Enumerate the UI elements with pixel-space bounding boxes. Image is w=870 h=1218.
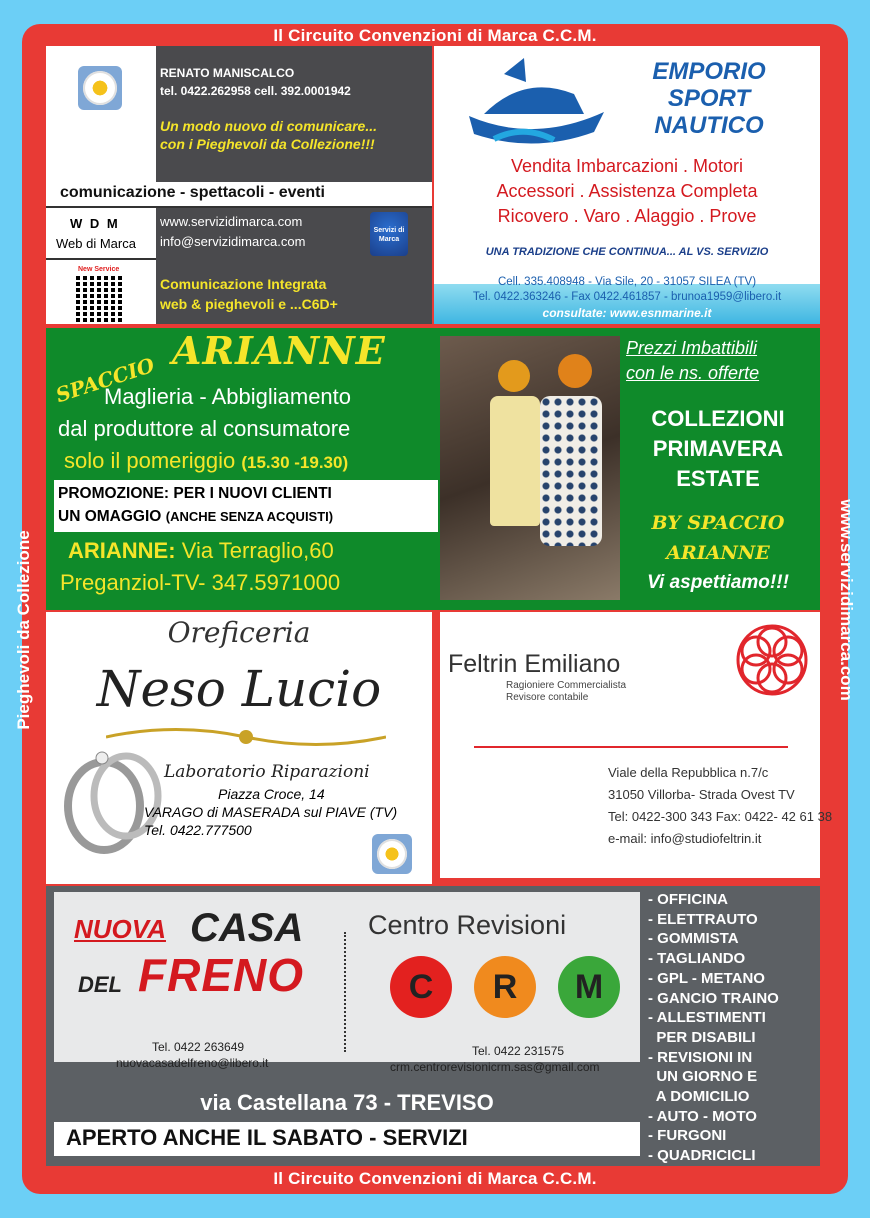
- feltrin-role1: Ragioniere Commercialista: [506, 680, 627, 691]
- service-item: - GOMMISTA: [648, 930, 739, 948]
- feltrin-card: [440, 612, 833, 878]
- divider: [46, 206, 432, 208]
- service-item: - REVISIONI IN: [648, 1048, 753, 1066]
- feltrin-name: Feltrin Emiliano: [448, 650, 621, 678]
- crm-m-bubble: M: [558, 956, 620, 1018]
- mannequin-photo: [440, 336, 620, 600]
- service-item: - ALLESTIMENTI: [648, 1009, 766, 1027]
- oref-title: Oreficeria: [167, 616, 311, 649]
- qr-code-icon[interactable]: [76, 276, 122, 322]
- crm-r-bubble: R: [474, 956, 536, 1018]
- service-item: - AUTO - MOTO: [648, 1107, 757, 1125]
- spaccio-address: ARIANNE: Via Terraglio,60: [68, 538, 334, 563]
- ccm-slogan2: con i Pieghevoli da Collezione!!!: [160, 136, 375, 152]
- service-item: - FURGONI: [648, 1127, 727, 1145]
- prezzi-text: Prezzi Imbattibili con le ns. offerte: [626, 338, 760, 383]
- garage-tel1: Tel. 0422 263649: [152, 1040, 245, 1054]
- red-divider: [474, 746, 788, 748]
- service-item: UN GIORNO E: [648, 1068, 758, 1086]
- ship-icon: [464, 54, 614, 154]
- new-service-label: New Service: [78, 266, 120, 273]
- service-item: - GPL - METANO: [648, 969, 765, 987]
- rosette-logo-icon: [732, 620, 812, 700]
- aperto-band: APERTO ANCHE IL SABATO - SERVIZI: [54, 1122, 640, 1156]
- ccm-phone: tel. 0422.262958 cell. 392.0001942: [160, 84, 351, 98]
- arianne-title: ARIANNE: [172, 328, 386, 373]
- ccm-tagline: comunicazione - spettacoli - eventi: [60, 184, 325, 201]
- centro-revisioni-title: Centro Revisioni: [368, 910, 567, 940]
- service-item: - GANCIO TRAINO: [648, 989, 779, 1007]
- service-item: PER DISABILI: [648, 1028, 756, 1046]
- ccm-dark-panel-2: [156, 208, 432, 324]
- spaccio-hours: solo il pomeriggio (15.30 -19.30): [64, 448, 349, 473]
- service-item: - OFFICINA: [648, 891, 728, 908]
- spaccio-line2: dal produttore al consumatore: [58, 416, 351, 441]
- spaccio-city: Preganziol-TV- 347.5971000: [60, 570, 341, 595]
- garage-inner-card: [54, 892, 640, 1074]
- esn-tradizione: UNA TRADIZIONE CHE CONTINUA... AL VS. SERVIZIO: [485, 246, 769, 258]
- garage-email2[interactable]: crm.centrorevisionicrm.sas@gmail.com: [390, 1060, 600, 1074]
- divider: [46, 258, 156, 260]
- ccm-card: [46, 46, 432, 324]
- web-di-marca-label: Web di Marca: [56, 236, 136, 251]
- aspettiamo-text: Vi aspettiamo!!!: [647, 572, 789, 593]
- garage-address: via Castellana 73 - TREVISO: [200, 1090, 494, 1115]
- ccm-site[interactable]: www.servizidimarca.com: [160, 214, 303, 229]
- ccm-slogan1: Un modo nuovo di comunicare...: [160, 118, 378, 134]
- garage-tel2: Tel. 0422 231575: [472, 1044, 565, 1058]
- esn-title: EMPORIO SPORT NAUTICO: [652, 58, 766, 139]
- rings-icon: [54, 736, 174, 856]
- esn-services: Vendita Imbarcazioni . Motori Accessori . Assistenza Completa Ricovero . Varo . Alaggio . Prove: [496, 156, 758, 226]
- ccm-name: RENATO MANISCALCO: [160, 66, 295, 80]
- ccm-integrata2: web & pieghevoli e ...C6D+: [160, 296, 338, 312]
- ccm-integrata1: Comunicazione Integrata: [160, 276, 327, 292]
- oreficeria-card: [46, 612, 432, 884]
- feltrin-role2: Revisore contabile: [506, 692, 589, 703]
- casa-word: CASA: [190, 906, 304, 950]
- garage-card: [46, 886, 820, 1166]
- servizi-badge: Servizi di Marca: [370, 212, 408, 256]
- oref-addr1: Piazza Croce, 14: [218, 786, 325, 802]
- esn-site-link[interactable]: consultate: www.esnmarine.it: [542, 306, 712, 320]
- service-item: - QUADRICICLI: [648, 1147, 756, 1165]
- wdm-label: W D M: [70, 216, 120, 231]
- collezioni-text: COLLEZIONI PRIMAVERA ESTATE: [651, 406, 785, 491]
- del-word: DEL: [78, 972, 122, 997]
- spaccio-word: SPACCIO: [52, 352, 158, 408]
- esn-contacts: Cell. 335.408948 - Via Sile, 20 - 31057 SILEA (TV) Tel. 0422.363246 - Fax 0422.461857 - brunoa1959@libero.it: [472, 276, 782, 303]
- services-list: [644, 886, 820, 1166]
- freno-word: FRENO: [138, 949, 304, 1001]
- service-item: - TAGLIANDO: [648, 950, 746, 968]
- service-item: A DOMICILIO: [648, 1088, 750, 1106]
- oref-addr2: VARAGO di MASERADA sul PIAVE (TV): [144, 804, 398, 820]
- daisy-logo: [372, 834, 412, 874]
- spaccio-line1: Maglieria - Abbigliamento: [104, 384, 352, 409]
- ccm-dark-panel: [156, 46, 432, 182]
- service-item: - ELETTRAUTO: [648, 910, 758, 928]
- promo-box: PROMOZIONE: PER I NUOVI CLIENTI UN OMAGGIO (ANCHE SENZA ACQUISTI): [54, 480, 438, 532]
- garage-email1[interactable]: nuovacasadelfreno@libero.it: [116, 1056, 269, 1070]
- crm-c-bubble: C: [390, 956, 452, 1018]
- esn-card: [434, 46, 820, 324]
- oref-name: Neso Lucio: [96, 660, 382, 718]
- daisy-logo: [78, 66, 122, 110]
- nuova-word: NUOVA: [74, 914, 166, 944]
- feltrin-contacts: Viale della Repubblica n.7/c 31050 Villorba- Strada Ovest TV Tel: 0422-300 343 Fax: 0422- 42 61 38 e-mail: info@studiofeltrin.it: [608, 765, 833, 846]
- by-spaccio-text: BY SPACCIO ARIANNE: [651, 512, 785, 564]
- side-label-left: Pieghevoli da Collezione: [14, 530, 33, 730]
- header-top: Il Circuito Convenzioni di Marca C.C.M.: [273, 26, 597, 45]
- ccm-email[interactable]: info@servizidimarca.com: [160, 234, 306, 249]
- oref-tel: Tel. 0422.777500: [144, 822, 252, 838]
- header-bottom: Il Circuito Convenzioni di Marca C.C.M.: [273, 1169, 597, 1188]
- oref-lab: Laboratorio Riparazioni: [164, 762, 370, 782]
- side-label-right[interactable]: www.servizidimarca.com: [837, 499, 856, 701]
- spaccio-card: [46, 328, 820, 610]
- dotted-divider: [344, 932, 346, 1052]
